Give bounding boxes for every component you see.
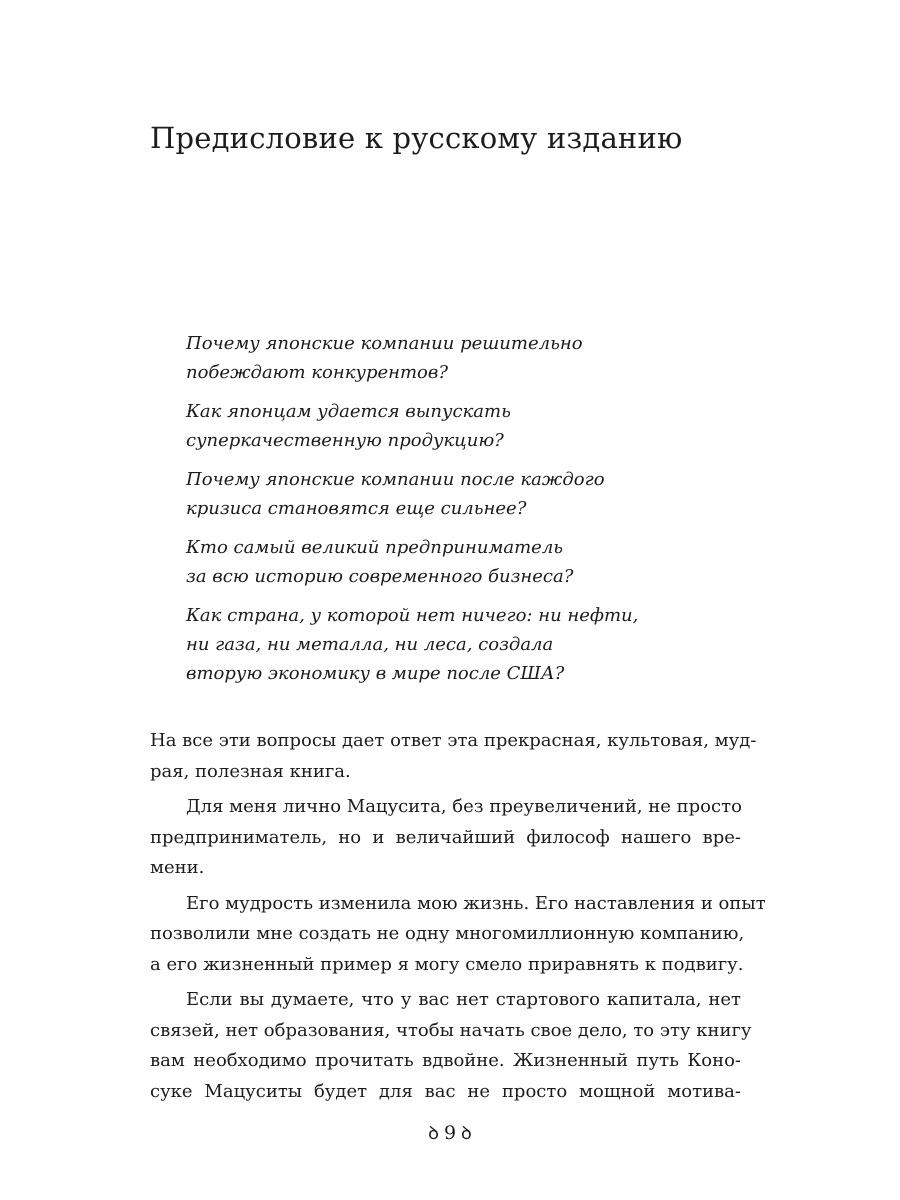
body-line: Его мудрость изменила мою жизнь. Его наставления и опыт [186,892,766,914]
ornament-left-icon: ꝺ [428,1123,439,1144]
body-line: рая, полезная книга. [150,760,351,782]
body-line: суке Мацуситы будет для вас не просто мощной мотива- [150,1080,741,1102]
body-line: вам необходимо прочитать вдвойне. Жизненный путь Коно- [150,1050,741,1071]
body-line: позволили мне создать не одну многомиллионную компанию, [150,923,745,944]
epigraph-line: кризиса становятся еще сильнее? [186,498,527,519]
body-line: мени. [150,857,205,878]
epigraph-question [186,329,666,387]
epigraph-question [186,601,666,688]
epigraph-line: вторую экономику в мире после США? [186,663,565,684]
page-number: 9 [443,1122,457,1144]
body-line: а его жизненный пример я могу смело приравнять к подвигу. [150,953,744,975]
body-paragraph [150,985,752,1107]
epigraph-line: побеждают конкурентов? [186,362,449,383]
body-paragraph [150,889,766,981]
epigraph-line: Почему японские компании после каждого [186,469,605,490]
body-paragraph [150,726,757,787]
epigraph-line: суперкачественную продукцию? [186,430,504,451]
body-line: предприниматель, но и величайший философ нашего вре- [150,826,741,848]
epigraph-line: Почему японские компании решительно [186,333,583,354]
body-line: Если вы думаете, что у вас нет стартового капитала, нет [186,989,741,1010]
page-number-footer [0,1120,900,1147]
chapter-title: Предисловие к русскому изданию [150,121,683,155]
epigraph-question [186,465,666,523]
epigraph-line: Как страна, у которой нет ничего: ни нефти, [186,605,639,626]
epigraph-question [186,533,666,591]
ornament-right-icon: ꝺ [461,1123,472,1144]
epigraph-line: Как японцам удается выпускать [186,401,511,422]
epigraph-question [186,397,666,455]
epigraph-line: за всю историю современного бизнеса? [186,566,574,587]
body-line: связей, нет образования, чтобы начать свое дело, то эту книгу [150,1019,752,1041]
body-line: На все эти вопросы дает ответ эта прекрасная, культовая, муд- [150,730,757,751]
body-text [150,726,766,1112]
epigraph-line: ни газа, ни металла, ни леса, создала [186,634,554,655]
epigraph-line: Кто самый великий предприниматель [186,537,564,558]
epigraph-questions [186,329,666,698]
body-paragraph [150,792,741,884]
body-line: Для меня лично Мацусита, без преувеличений, не просто [186,796,742,817]
